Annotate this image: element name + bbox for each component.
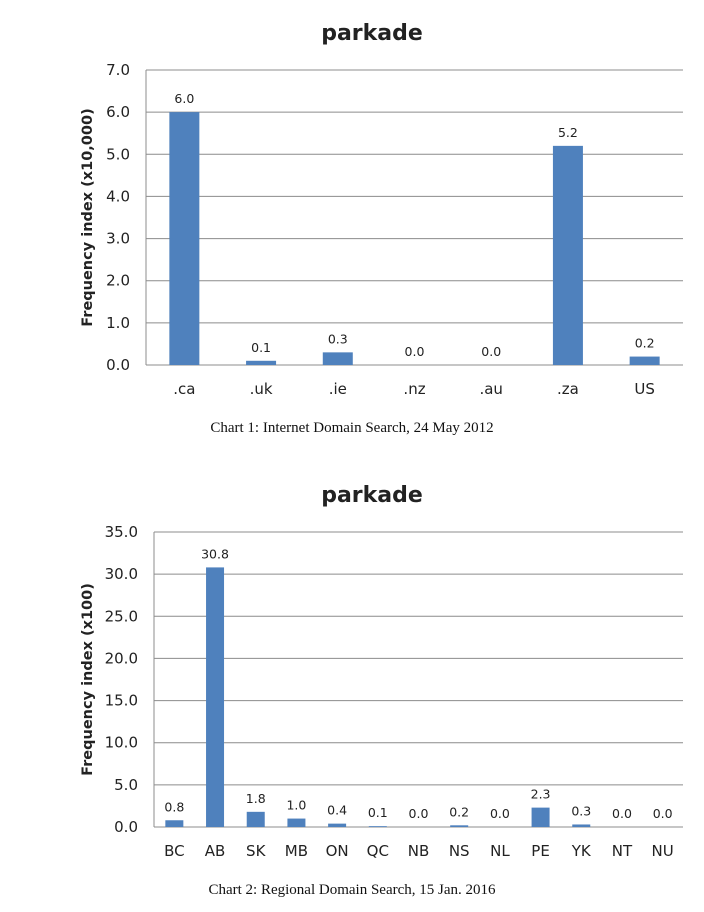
y-tick-label: 4.0	[106, 187, 130, 206]
bar-NS	[450, 825, 468, 827]
chart-1-caption: Chart 1: Internet Domain Search, 24 May 2012	[210, 420, 494, 436]
y-tick-label: 5.0	[106, 145, 130, 164]
chart-title: parkade	[321, 483, 423, 508]
x-tick-label: .nz	[403, 380, 426, 398]
chart-1-plot	[0, 0, 704, 420]
x-tick-label: .uk	[249, 380, 273, 398]
y-tick-label: 0.0	[114, 818, 138, 836]
data-label: 0.0	[481, 344, 502, 359]
data-label: 0.1	[367, 805, 388, 821]
bar-QC	[369, 826, 387, 827]
bar-YK	[572, 824, 590, 827]
y-axis-label: Frequency index (x10,000)	[80, 108, 96, 327]
x-tick-label: ON	[325, 842, 349, 860]
x-tick-label: NB	[407, 842, 430, 860]
y-axis-label: Frequency index (x100)	[80, 583, 96, 776]
y-tick-label: 6.0	[106, 103, 130, 122]
data-label: 0.1	[251, 339, 272, 355]
data-label: 1.0	[286, 797, 307, 813]
y-tick-label: 2.0	[106, 271, 130, 290]
data-label: 0.3	[327, 331, 348, 347]
chart-2-plot	[0, 462, 704, 882]
data-label: 30.8	[201, 546, 229, 562]
bar-za	[553, 146, 583, 365]
x-tick-label: .au	[479, 380, 503, 398]
data-label: 0.8	[164, 799, 185, 815]
data-label: 0.0	[408, 806, 429, 821]
chart-1	[0, 0, 704, 450]
x-tick-label: US	[634, 380, 655, 398]
data-label: 0.0	[612, 806, 632, 821]
y-tick-label: 25.0	[104, 607, 138, 626]
y-tick-label: 3.0	[106, 229, 130, 248]
x-tick-label: AB	[204, 842, 226, 860]
x-tick-label: .za	[557, 380, 579, 398]
data-label: 6.0	[174, 91, 195, 107]
data-label: 2.3	[530, 786, 551, 802]
chart-title: parkade	[321, 21, 423, 46]
x-tick-label: SK	[246, 842, 266, 860]
x-tick-label: QC	[366, 842, 389, 860]
y-tick-label: 30.0	[104, 565, 138, 584]
data-label: 0.2	[634, 335, 655, 351]
bar-ON	[328, 824, 346, 827]
y-tick-label: 1.0	[106, 313, 130, 332]
bar-SK	[247, 812, 265, 827]
x-tick-label: NS	[448, 842, 470, 860]
data-label: 0.4	[327, 802, 348, 818]
chart-2	[0, 462, 704, 912]
chart-2-caption: Chart 2: Regional Domain Search, 15 Jan. 2016	[208, 882, 496, 898]
x-tick-label: BC	[164, 842, 185, 860]
bar-AB	[206, 567, 224, 827]
bar-ca	[169, 112, 199, 365]
data-label: 0.3	[571, 803, 592, 819]
x-tick-label: PE	[531, 842, 550, 860]
y-tick-label: 5.0	[114, 775, 138, 794]
data-label: 0.0	[652, 806, 673, 821]
data-label: 0.2	[449, 804, 470, 820]
y-tick-label: 0.0	[106, 356, 130, 374]
bar-ie	[323, 352, 353, 365]
bar-MB	[287, 819, 305, 827]
y-tick-label: 10.0	[104, 733, 138, 752]
data-label: 5.2	[557, 124, 578, 140]
bar-uk	[246, 361, 276, 365]
x-tick-label: .ca	[173, 380, 196, 398]
x-tick-label: MB	[284, 842, 309, 860]
y-tick-label: 35.0	[104, 523, 138, 541]
y-tick-label: 15.0	[104, 691, 138, 710]
x-tick-label: .ie	[328, 380, 347, 398]
bar-PE	[532, 808, 550, 827]
y-tick-label: 7.0	[106, 61, 130, 79]
bar-US	[630, 357, 660, 365]
x-tick-label: NT	[611, 842, 633, 860]
data-label: 0.0	[489, 806, 510, 821]
data-label: 1.8	[245, 790, 266, 806]
data-label: 0.0	[404, 344, 425, 359]
bar-BC	[165, 820, 183, 827]
y-tick-label: 20.0	[104, 649, 138, 668]
x-tick-label: NL	[490, 842, 510, 860]
x-tick-label: YK	[571, 842, 591, 860]
x-tick-label: NU	[651, 842, 674, 860]
